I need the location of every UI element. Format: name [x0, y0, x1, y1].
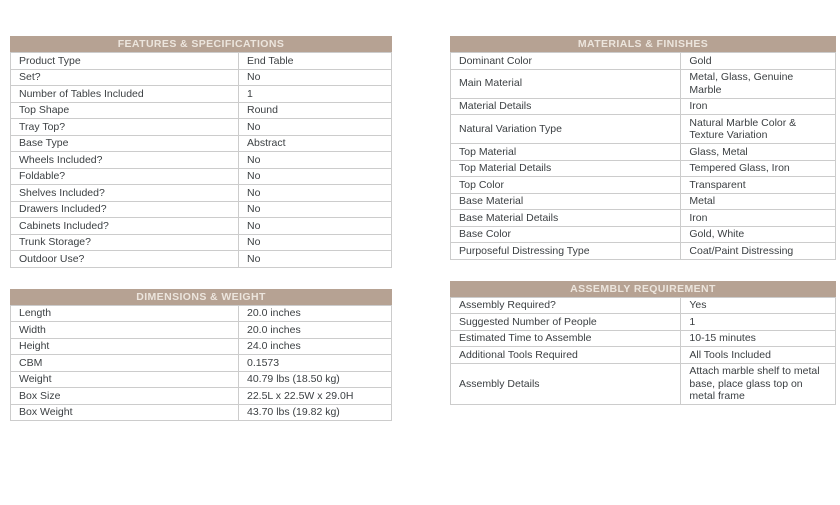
- right-column: [450, 36, 836, 405]
- row-value: 1: [689, 315, 696, 328]
- table-row: [10, 218, 392, 235]
- row-label: Natural Variation Type: [451, 115, 681, 143]
- row-label: Main Material: [451, 70, 681, 98]
- table-row: [10, 235, 392, 252]
- table-row: [450, 52, 836, 70]
- row-label: Suggested Number of People: [451, 314, 681, 330]
- row-label: Additional Tools Required: [451, 347, 681, 363]
- table-row: [10, 372, 392, 389]
- row-label: Purposeful Distressing Type: [451, 243, 681, 259]
- row-label: Dominant Color: [451, 53, 681, 69]
- table-row: [450, 227, 836, 244]
- row-value: Yes: [689, 299, 707, 311]
- table-row: [10, 405, 392, 422]
- table-row: [10, 339, 392, 356]
- row-value: Abstract: [247, 137, 286, 149]
- table-row: [10, 251, 392, 268]
- features-specifications-table: [10, 36, 392, 268]
- row-value: Iron: [689, 211, 708, 224]
- row-value: End Table: [247, 54, 294, 67]
- row-value: No: [247, 236, 261, 248]
- row-label: Base Color: [451, 227, 681, 243]
- row-label: Base Type: [11, 136, 239, 152]
- row-label: Weight: [11, 372, 239, 388]
- row-label: Estimated Time to Assemble: [451, 331, 681, 347]
- table-row: [10, 52, 392, 70]
- row-label: Width: [11, 322, 239, 338]
- row-label: Tray Top?: [11, 119, 239, 135]
- row-label: Drawers Included?: [11, 202, 239, 218]
- row-label: Outdoor Use?: [11, 251, 239, 267]
- row-label: Number of Tables Included: [11, 86, 239, 102]
- row-value: 43.70 lbs (19.82 kg): [247, 406, 340, 418]
- row-label: Height: [11, 339, 239, 355]
- row-value: Transparent: [689, 178, 746, 191]
- row-value: Tempered Glass, Iron: [689, 162, 790, 174]
- row-value: No: [247, 219, 261, 232]
- table-row: [10, 305, 392, 323]
- row-value: 22.5L x 22.5W x 29.0H: [247, 389, 354, 402]
- features-specifications-rows: [10, 52, 392, 268]
- row-label: Box Size: [11, 388, 239, 404]
- row-value: Iron: [689, 100, 708, 112]
- row-value: 0.1573: [247, 356, 280, 369]
- table-row: [450, 297, 836, 315]
- table-row: [450, 314, 836, 331]
- materials-finishes-header: MATERIALS & FINISHES: [450, 36, 836, 52]
- row-label: Cabinets Included?: [11, 218, 239, 234]
- table-row: [10, 152, 392, 169]
- row-label: CBM: [11, 355, 239, 371]
- materials-finishes-rows: [450, 52, 836, 260]
- row-label: Assembly Required?: [451, 298, 681, 314]
- row-value: Attach marble shelf to metal base, place glass top on metal frame: [689, 365, 820, 402]
- row-value: No: [247, 153, 261, 166]
- table-row: [10, 119, 392, 136]
- row-label: Base Material Details: [451, 210, 681, 226]
- row-value: All Tools Included: [689, 348, 771, 361]
- table-row: [10, 70, 392, 87]
- row-label: Material Details: [451, 99, 681, 115]
- row-value: No: [247, 71, 261, 83]
- row-value: Round: [247, 104, 278, 116]
- left-column: [10, 36, 392, 421]
- row-value: No: [247, 203, 261, 215]
- row-label: Assembly Details: [451, 364, 681, 405]
- row-label: Base Material: [451, 194, 681, 210]
- row-value: No: [247, 120, 261, 133]
- row-value: Metal: [689, 195, 716, 207]
- table-row: [450, 243, 836, 260]
- row-label: Product Type: [11, 53, 239, 69]
- row-value: Natural Marble Color & Texture Variation: [689, 116, 797, 141]
- table-row: [10, 136, 392, 153]
- row-value: 20.0 inches: [247, 307, 301, 319]
- assembly-requirement-rows: [450, 297, 836, 406]
- table-row: [450, 70, 836, 99]
- features-specifications-header: FEATURES & SPECIFICATIONS: [10, 36, 392, 52]
- row-label: Top Material Details: [451, 161, 681, 177]
- table-row: [450, 331, 836, 348]
- row-label: Top Material: [451, 144, 681, 160]
- table-row: [450, 210, 836, 227]
- materials-finishes-table: [450, 36, 836, 260]
- row-value: Gold, White: [689, 228, 745, 240]
- row-label: Wheels Included?: [11, 152, 239, 168]
- row-value: No: [247, 186, 261, 199]
- table-row: [10, 185, 392, 202]
- dimensions-weight-header: DIMENSIONS & WEIGHT: [10, 289, 392, 305]
- row-value: Gold: [689, 54, 712, 67]
- table-row: [10, 355, 392, 372]
- row-value: 10-15 minutes: [689, 332, 756, 344]
- assembly-requirement-table: [450, 281, 836, 406]
- row-value: 24.0 inches: [247, 340, 301, 352]
- table-row: [10, 169, 392, 186]
- row-value: Coat/Paint Distressing: [689, 244, 794, 257]
- row-label: Shelves Included?: [11, 185, 239, 201]
- table-row: [450, 194, 836, 211]
- table-row: [10, 322, 392, 339]
- assembly-requirement-header: ASSEMBLY REQUIREMENT: [450, 281, 836, 297]
- row-value: 1: [247, 87, 253, 100]
- table-row: [10, 103, 392, 120]
- row-label: Length: [11, 306, 239, 322]
- row-label: Trunk Storage?: [11, 235, 239, 251]
- table-row: [450, 161, 836, 178]
- table-row: [10, 388, 392, 405]
- table-row: [450, 144, 836, 161]
- table-row: [450, 347, 836, 364]
- row-value: No: [247, 170, 261, 182]
- row-label: Foldable?: [11, 169, 239, 185]
- row-value: 20.0 inches: [247, 323, 301, 336]
- table-row: [450, 115, 836, 144]
- table-row: [450, 99, 836, 116]
- row-value: 40.79 lbs (18.50 kg): [247, 373, 340, 385]
- row-value: Glass, Metal: [689, 145, 748, 158]
- row-label: Top Color: [451, 177, 681, 193]
- dimensions-weight-rows: [10, 305, 392, 422]
- row-label: Box Weight: [11, 405, 239, 421]
- row-label: Set?: [11, 70, 239, 86]
- table-row: [450, 364, 836, 406]
- dimensions-weight-table: [10, 289, 392, 422]
- row-label: Top Shape: [11, 103, 239, 119]
- table-row: [10, 86, 392, 103]
- table-row: [450, 177, 836, 194]
- row-value: No: [247, 252, 261, 265]
- row-value: Metal, Glass, Genuine Marble: [689, 71, 794, 96]
- table-row: [10, 202, 392, 219]
